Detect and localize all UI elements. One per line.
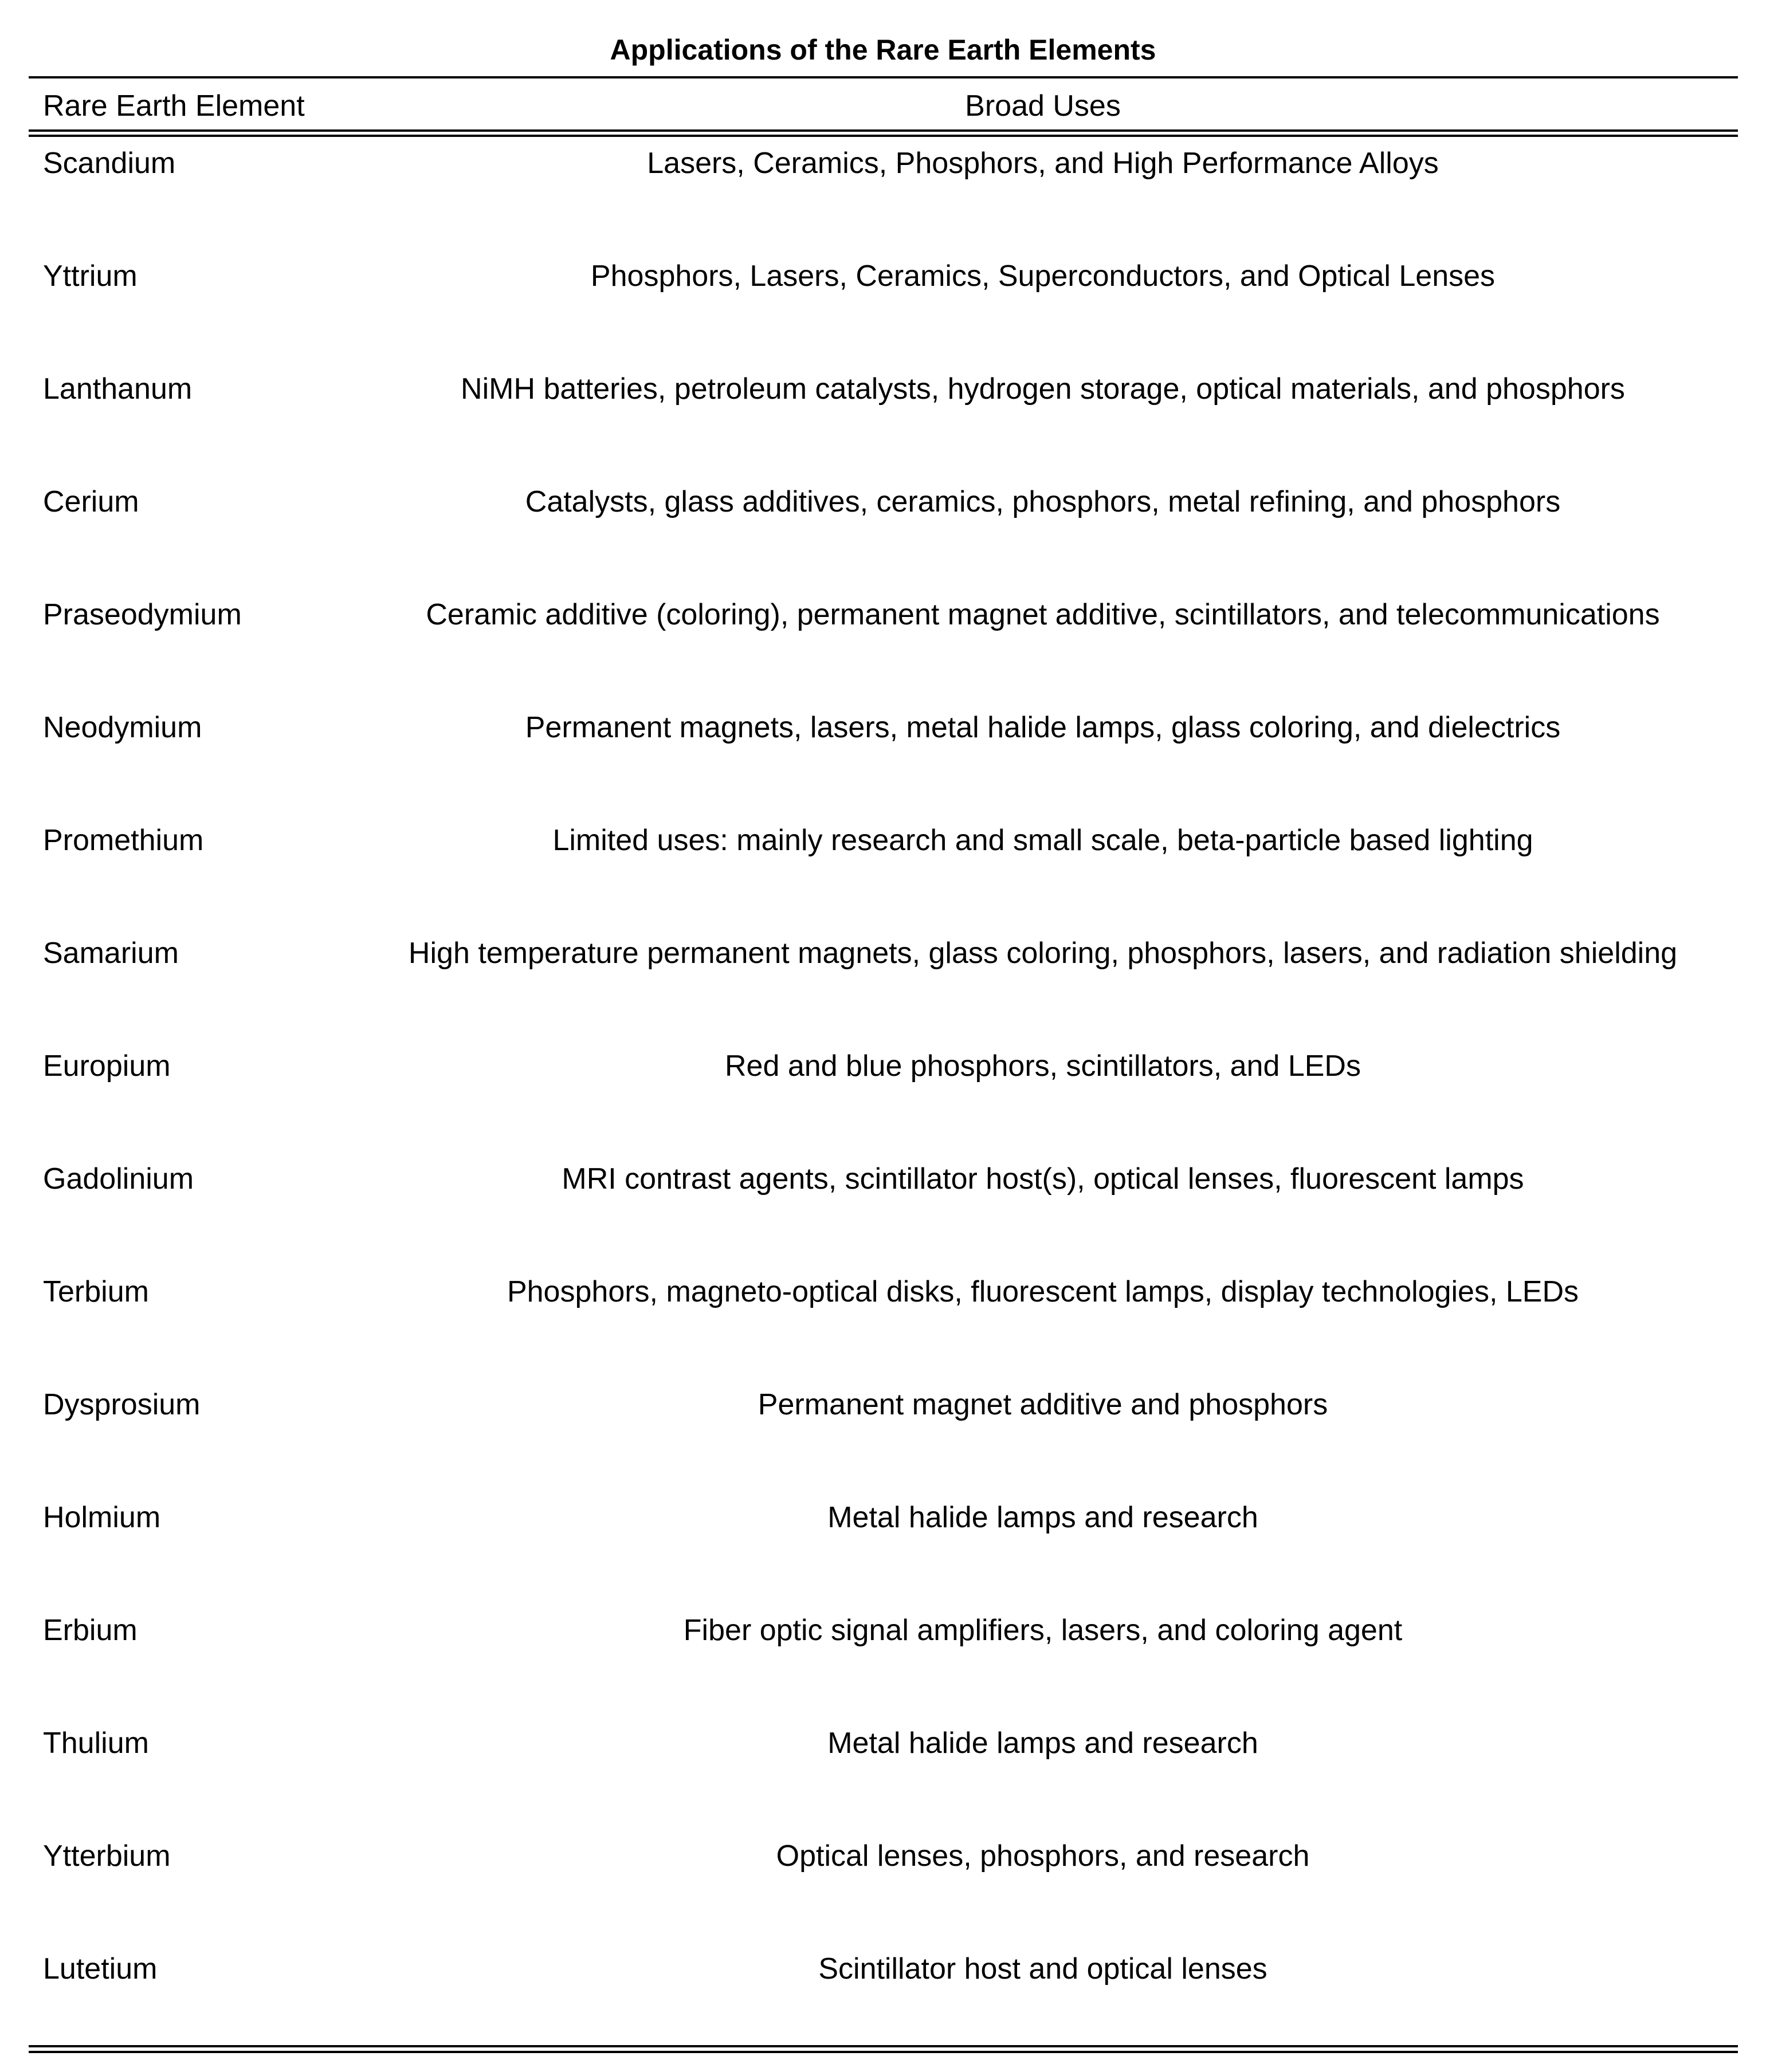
element-cell: Europium	[43, 1049, 171, 1083]
table-body	[0, 140, 1766, 2059]
element-cell: Lanthanum	[43, 372, 193, 406]
table-row	[0, 140, 1766, 253]
element-cell: Thulium	[43, 1727, 149, 1760]
table-row	[0, 1607, 1766, 1720]
uses-cell: Limited uses: mainly research and small scale, beta-particle based lighting	[552, 824, 1533, 857]
bottom-rule-lower	[29, 2051, 1738, 2053]
header-rule-lower	[29, 135, 1738, 137]
uses-cell: Metal halide lamps and research	[827, 1501, 1258, 1534]
table-row	[0, 817, 1766, 930]
table-row	[0, 479, 1766, 592]
uses-cell: Fiber optic signal amplifiers, lasers, and coloring agent	[683, 1614, 1403, 1647]
table-row	[0, 1269, 1766, 1382]
uses-cell: Red and blue phosphors, scintillators, and LEDs	[725, 1049, 1361, 1083]
table-row	[0, 1720, 1766, 1833]
uses-cell: Scintillator host and optical lenses	[818, 1952, 1267, 1985]
table-row	[0, 366, 1766, 479]
table-header-row	[0, 83, 1766, 129]
table-row	[0, 1946, 1766, 2059]
element-cell: Erbium	[43, 1614, 138, 1647]
uses-cell: High temperature permanent magnets, glass coloring, phosphors, lasers, and radiation shielding	[408, 937, 1678, 970]
uses-cell: Phosphors, magneto-optical disks, fluorescent lamps, display technologies, LEDs	[507, 1275, 1579, 1308]
element-cell: Neodymium	[43, 711, 202, 744]
bottom-rule-upper	[29, 2045, 1738, 2047]
table-row	[0, 1043, 1766, 1156]
table-row	[0, 253, 1766, 366]
table-row	[0, 705, 1766, 817]
uses-cell: Lasers, Ceramics, Phosphors, and High Performance Alloys	[647, 147, 1439, 180]
uses-cell: MRI contrast agents, scintillator host(s), optical lenses, fluorescent lamps	[562, 1162, 1524, 1196]
uses-cell: Permanent magnet additive and phosphors	[758, 1388, 1328, 1421]
uses-cell: Ceramic additive (coloring), permanent magnet additive, scintillators, and telecommunications	[426, 598, 1660, 631]
uses-cell: NiMH batteries, petroleum catalysts, hydrogen storage, optical materials, and phosphors	[461, 372, 1625, 406]
element-cell: Praseodymium	[43, 598, 242, 631]
table-row	[0, 1495, 1766, 1607]
header-element: Rare Earth Element	[43, 89, 305, 123]
header-rule-upper	[29, 129, 1738, 132]
header-uses: Broad Uses	[965, 89, 1121, 123]
uses-cell: Phosphors, Lasers, Ceramics, Superconductors, and Optical Lenses	[590, 260, 1496, 293]
table-row	[0, 592, 1766, 705]
uses-cell: Metal halide lamps and research	[827, 1727, 1258, 1760]
table-row	[0, 1382, 1766, 1495]
element-cell: Holmium	[43, 1501, 161, 1534]
element-cell: Yttrium	[43, 260, 138, 293]
table-title: Applications of the Rare Earth Elements	[610, 34, 1156, 66]
element-cell: Lutetium	[43, 1952, 158, 1985]
element-cell: Scandium	[43, 147, 176, 180]
uses-cell: Permanent magnets, lasers, metal halide lamps, glass coloring, and dielectrics	[525, 711, 1561, 744]
element-cell: Dysprosium	[43, 1388, 201, 1421]
uses-cell: Catalysts, glass additives, ceramics, phosphors, metal refining, and phosphors	[525, 485, 1561, 518]
uses-cell: Optical lenses, phosphors, and research	[776, 1839, 1310, 1873]
element-cell: Promethium	[43, 824, 204, 857]
element-cell: Terbium	[43, 1275, 149, 1308]
element-cell: Ytterbium	[43, 1839, 171, 1873]
element-cell: Cerium	[43, 485, 139, 518]
table-row	[0, 1156, 1766, 1269]
element-cell: Samarium	[43, 937, 179, 970]
table-row	[0, 930, 1766, 1043]
table-row	[0, 1833, 1766, 1946]
top-rule	[29, 76, 1738, 78]
element-cell: Gadolinium	[43, 1162, 194, 1196]
